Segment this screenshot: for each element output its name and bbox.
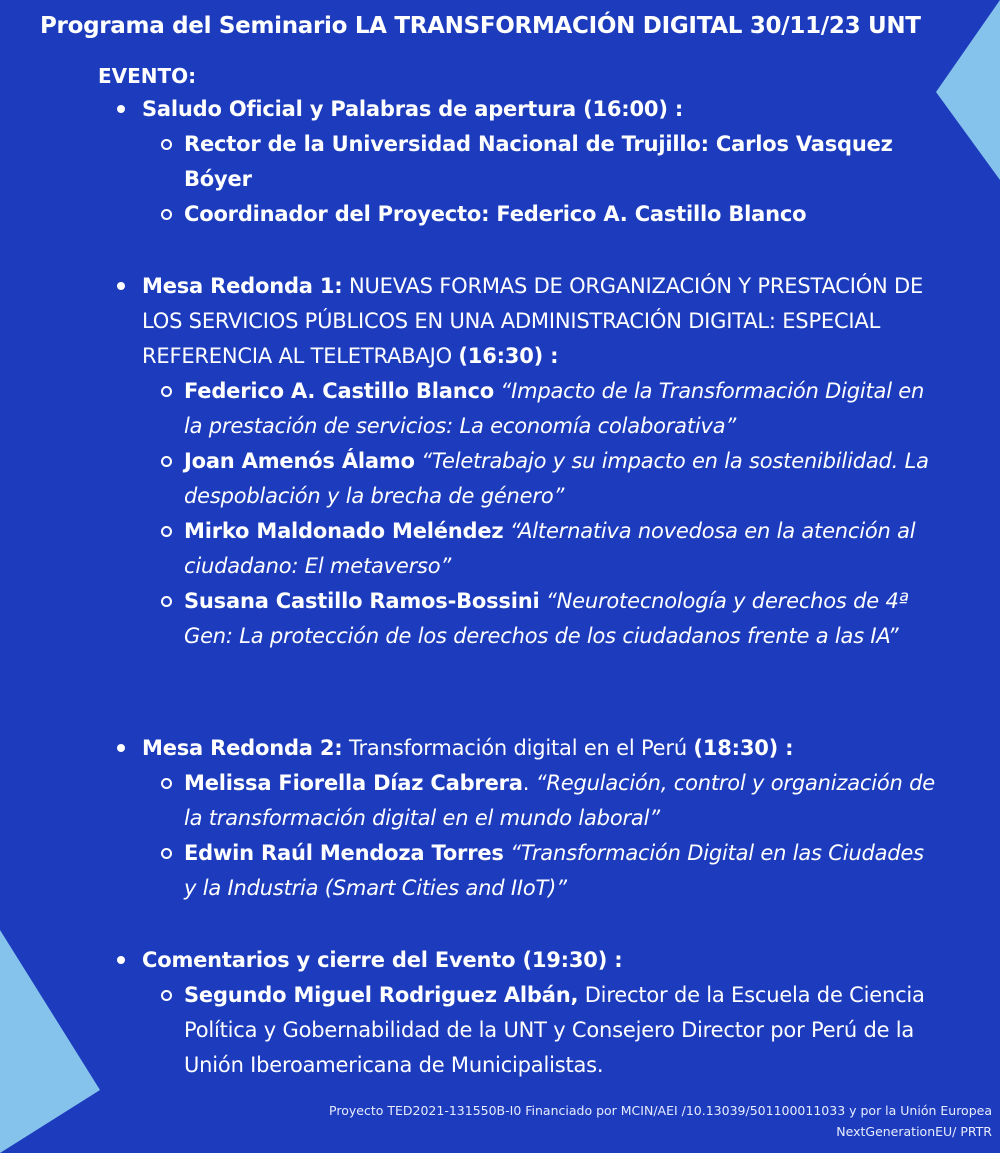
decorative-triangle-bottom-left [0, 930, 100, 1153]
circle-bullet-icon [161, 209, 172, 220]
section-heading-bold: Saludo Oficial y Palabras de apertura (16:00) : [142, 97, 684, 121]
list-item [112, 444, 942, 514]
circle-bullet-icon [161, 778, 172, 789]
list-item [112, 197, 942, 232]
speaker-name: Susana Castillo Ramos-Bossini [184, 589, 540, 613]
circle-bullet-icon [161, 526, 172, 537]
footer-line-2: NextGenerationEU/ PRTR [836, 1124, 992, 1139]
section-heading-text: NUEVAS FORMAS DE ORGANIZACIÓN Y PRESTACIÓN DE LOS SERVICIOS PÚBLICOS EN UNA ADMINISTRACIÓN DIGITAL: ESPECIAL REFERENCIA AL TELETRABAJO [142, 274, 924, 368]
section-heading-bold: Mesa Redonda 2: [142, 736, 343, 760]
talk-title: “Regulación, control y organización de la transformación digital en el mundo laboral” [184, 771, 935, 830]
section-opening [112, 92, 942, 232]
bullet-icon [117, 282, 125, 290]
talk-title: “Impacto de la Transformación Digital en la prestación de servicios: La economía colaborativa” [184, 379, 925, 438]
section-heading-bold: Mesa Redonda 1: [142, 274, 343, 298]
item-bold: Coordinador del Proyecto: Federico A. Castillo Blanco [184, 202, 807, 226]
list-item [112, 127, 942, 197]
section-heading [112, 92, 942, 127]
circle-bullet-icon [161, 990, 172, 1001]
list-item [112, 514, 942, 584]
decorative-triangle-top-right [936, 0, 1000, 180]
page-title: Programa del Seminario LA TRANSFORMACIÓN DIGITAL 30/11/23 UNT [40, 13, 921, 39]
circle-bullet-icon [161, 456, 172, 467]
punctuation: . [522, 771, 530, 795]
section-closing [112, 943, 942, 1083]
speaker-name: Melissa Fiorella Díaz Cabrera [184, 771, 523, 795]
bullet-icon [117, 956, 125, 964]
item-bold: Rector de la Universidad Nacional de Trujillo: Carlos Vasquez Bóyer [184, 132, 893, 191]
list-item [112, 836, 942, 906]
section-heading-text: Transformación digital en el Perú [342, 736, 694, 760]
speaker-description: Director de la Escuela de Ciencia Política y Gobernabilidad de la UNT y Consejero Director por Perú de la Unión Iberoamericana de Municipalistas. [184, 983, 925, 1077]
circle-bullet-icon [161, 386, 172, 397]
section-heading-time: (16:30) : [458, 344, 559, 368]
section-heading [112, 269, 942, 374]
section-heading-time: (18:30) : [693, 736, 794, 760]
section-heading [112, 943, 942, 978]
talk-title: “Transformación Digital en las Ciudades y la Industria (Smart Cities and IIoT)” [184, 841, 924, 900]
section-mesa-redonda-2 [112, 731, 942, 906]
section-heading [112, 731, 942, 766]
speaker-name: Federico A. Castillo Blanco [184, 379, 494, 403]
footer-line-1: Proyecto TED2021-131550B-I0 Financiado por MCIN/AEI /10.13039/501100011033 y por la Unión Europea [329, 1103, 992, 1118]
section-mesa-redonda-1 [112, 269, 942, 654]
bullet-icon [117, 105, 125, 113]
talk-title: “Teletrabajo y su impacto en la sostenibilidad. La despoblación y la brecha de género” [184, 449, 929, 508]
talk-title: “Alternativa novedosa en la atención al ciudadano: El metaverso” [184, 519, 916, 578]
funding-footer [172, 1100, 992, 1142]
list-item [112, 584, 942, 654]
event-label: EVENTO: [98, 64, 197, 88]
circle-bullet-icon [161, 139, 172, 150]
circle-bullet-icon [161, 848, 172, 859]
speaker-name: Mirko Maldonado Meléndez [184, 519, 504, 543]
speaker-name: Joan Amenós Álamo [184, 449, 415, 473]
circle-bullet-icon [161, 596, 172, 607]
list-item [112, 374, 942, 444]
speaker-name: Segundo Miguel Rodriguez Albán, [184, 983, 579, 1007]
list-item [112, 766, 942, 836]
speaker-name: Edwin Raúl Mendoza Torres [184, 841, 504, 865]
list-item [112, 978, 942, 1083]
section-heading-bold: Comentarios y cierre del Evento (19:30) : [142, 948, 623, 972]
bullet-icon [117, 744, 125, 752]
talk-title: “Neurotecnología y derechos de 4ª Gen: La protección de los derechos de los ciudadanos frente a las IA” [184, 589, 909, 648]
